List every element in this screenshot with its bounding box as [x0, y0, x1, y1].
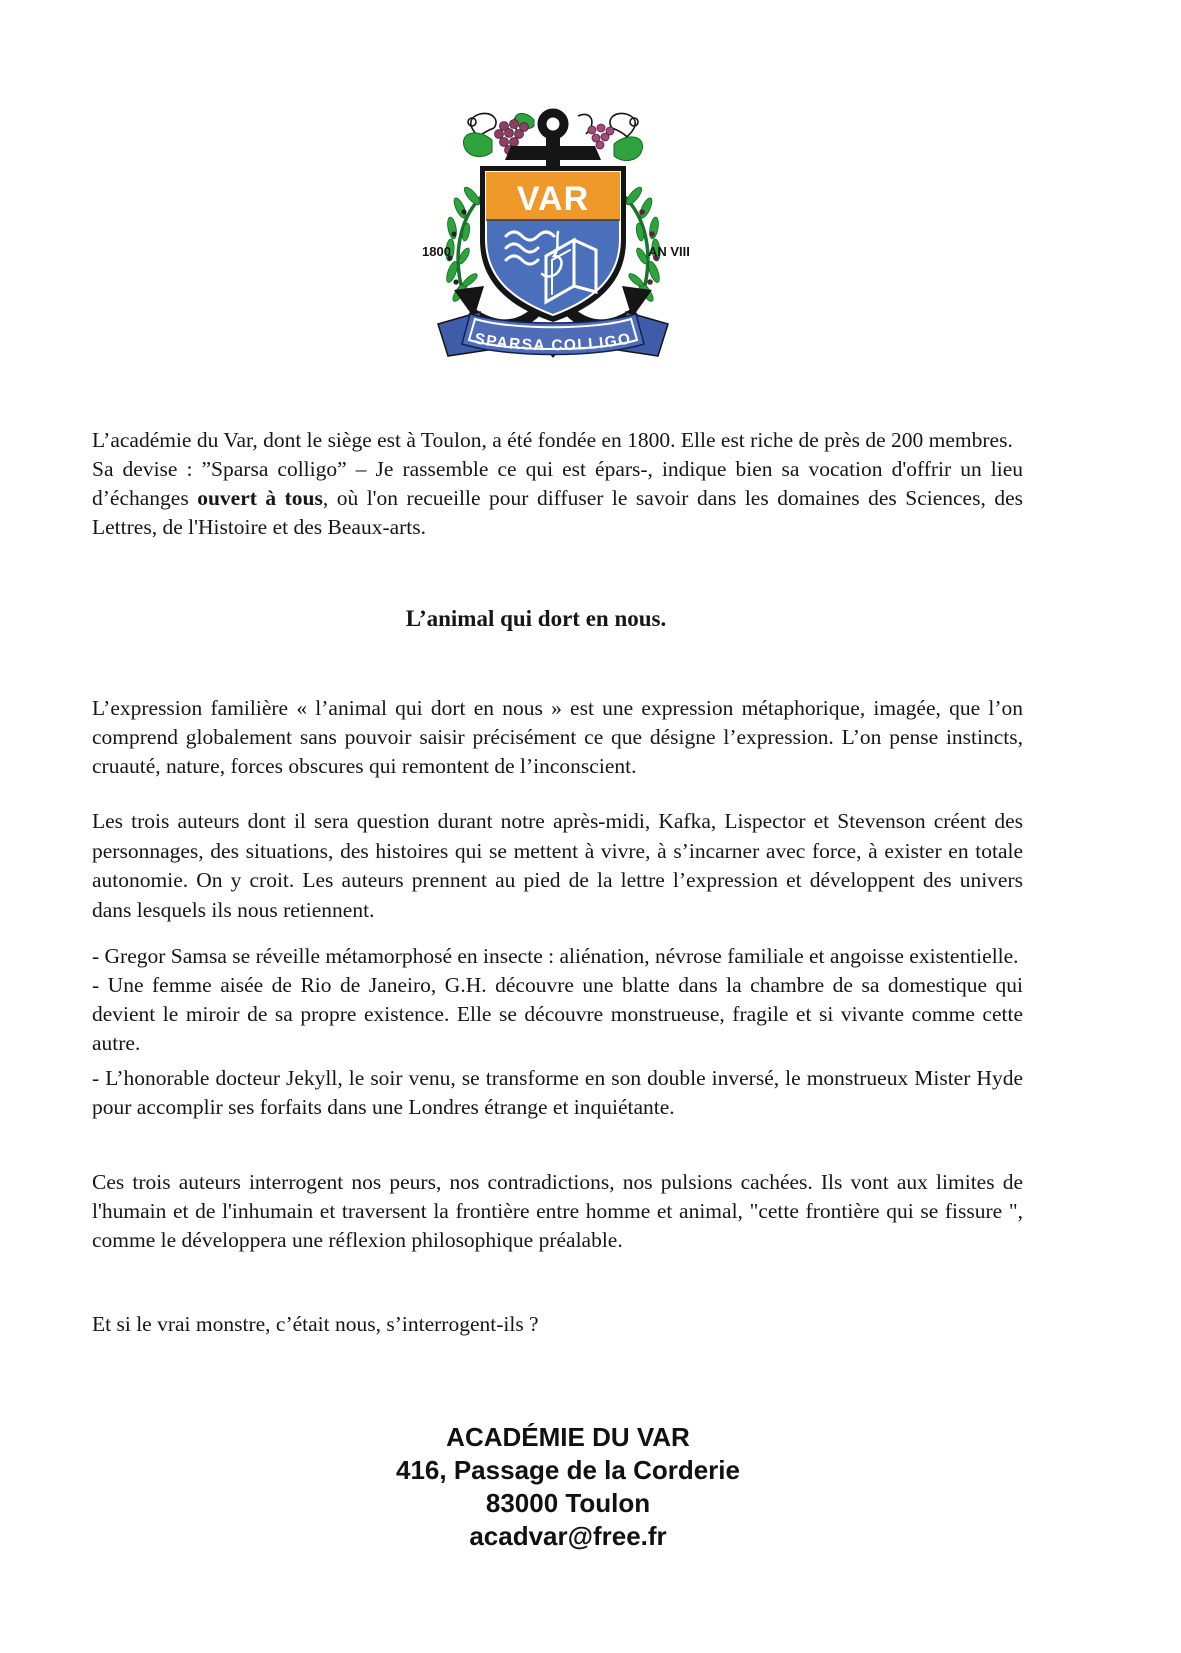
year-left-label: 1800 [422, 244, 451, 259]
paragraph-conclusion: Ces trois auteurs interrogent nos peurs, nos contradictions, nos pulsions cachées. Ils vont aux limites de l'humain et de l'inhumain et traversent la frontière entre homme et animal, "cette frontière qui se fissure ", comme le développera une réflexion philosophique préalable. [92, 1170, 1023, 1252]
shield-label: VAR [516, 180, 590, 218]
footer-academy-name: ACADÉMIE DU VAR [446, 1422, 690, 1452]
paragraph-authors: Les trois auteurs dont il sera question durant notre après-midi, Kafka, Lispector et Stevenson créent des personnages, des situations, des histoires qui se mettent à vivre, à s’incarner avec force, à exister en totale autonomie. On y croit. Les auteurs prennent au pied de la lettre l’expression et développent des univers dans lesquels ils nous retiennent. [92, 809, 1023, 922]
intro-paragraphs [92, 426, 1023, 542]
intro-line-2-after: , où l'on recueille pour diffuser le savoir dans les domaines des Sciences, des Lettres, de l'Histoire et des Beaux-arts. [92, 486, 1023, 539]
bullet-gregor-samsa: - Gregor Samsa se réveille métamorphosé en insecte : aliénation, névrose familiale et angoisse existentielle. [92, 944, 1019, 968]
intro-line-2 [92, 455, 1023, 542]
academy-crest-graphic [408, 100, 698, 360]
footer-address [113, 1421, 1023, 1553]
academy-crest [408, 100, 698, 360]
page-title: L’animal qui dort en nous. [405, 606, 667, 631]
footer-street: 416, Passage de la Corderie [396, 1455, 740, 1485]
footer-city: 83000 Toulon [485, 1488, 651, 1518]
year-right-label: AN VIII [648, 244, 690, 259]
motto-text: SPARSA COLLIGO [472, 330, 634, 355]
grape-cluster-right-icon [588, 124, 614, 149]
bullet-list [92, 942, 1023, 1122]
footer-email: acadvar@free.fr [469, 1521, 667, 1551]
intro-line-1: L’académie du Var, dont le siège est à Toulon, a été fondée en 1800. Elle est riche de près de 200 membres. [92, 428, 1013, 452]
intro-line-2-before: Sa devise : ”Sparsa colligo” – Je rassemble ce qui est épars-, indique bien sa vocation d'offrir un lieu d’échanges [92, 457, 1023, 510]
document-body [92, 360, 1023, 1553]
paragraph-question: Et si le vrai monstre, c’était nous, s’interrogent-ils ? [92, 1312, 539, 1336]
paragraph-expression: L’expression familière « l’animal qui dort en nous » est une expression métaphorique, imagée, que l’on comprend globalement sans pouvoir saisir précisément ce que désigne l’expression. L’on pense instincts, cruauté, nature, forces obscures qui remontent de l’inconscient. [92, 696, 1023, 778]
intro-line-2-bold: ouvert à tous [197, 486, 323, 510]
bullet-docteur-jekyll: - L’honorable docteur Jekyll, le soir venu, se transforme en son double inversé, le monstrueux Mister Hyde pour accomplir ses forfaits dans une Londres étrange et inquiétante. [92, 1066, 1023, 1119]
bullet-femme-rio: - Une femme aisée de Rio de Janeiro, G.H. découvre une blatte dans la chambre de sa domestique qui devient le miroir de sa propre existence. Elle se découvre monstrueuse, fragile et si vivante comme cette autre. [92, 973, 1023, 1055]
